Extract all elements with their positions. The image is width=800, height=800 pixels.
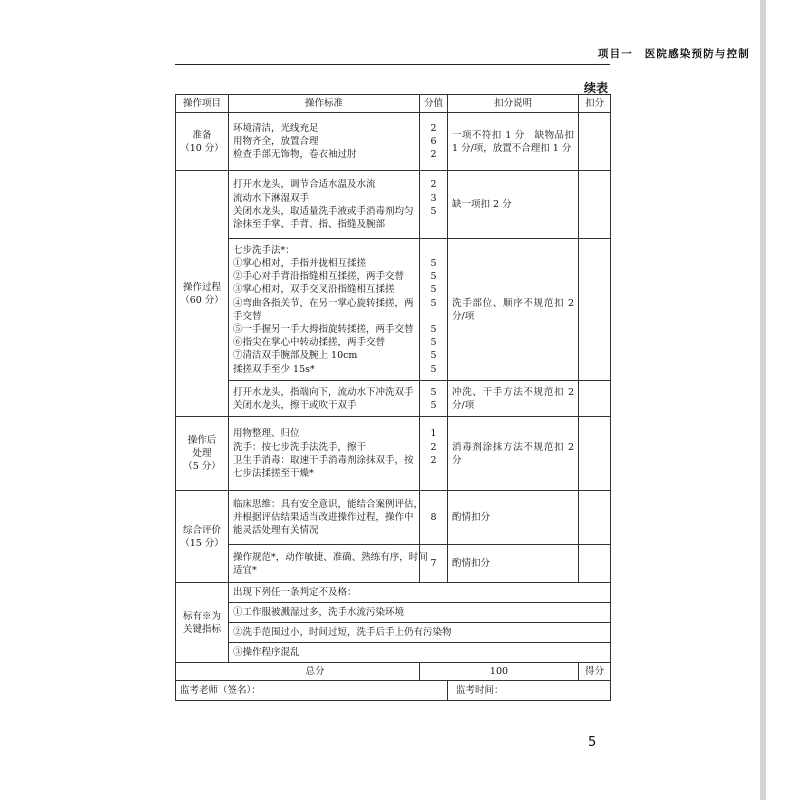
teacher-signature-field[interactable]: 监考老师（签名）： <box>176 681 448 701</box>
key-indicator-item: ②洗手范围过小，时间过短，洗手后手上仍有污染物 <box>229 623 611 643</box>
score-cell: 2 3 5 <box>420 171 448 239</box>
deduction-note-cell: 酌情扣分 <box>448 545 579 583</box>
page-number: 5 <box>588 735 597 750</box>
col-header-score: 分值 <box>420 95 448 113</box>
category-key-indicators: 标有※为 关键指标 <box>176 583 229 663</box>
deduction-note-cell: 缺一项扣 2 分 <box>448 171 579 239</box>
running-header: 项目一 医院感染预防与控制 <box>597 48 750 60</box>
score-cell: 2 6 2 <box>420 113 448 171</box>
deduction-cell <box>579 113 611 171</box>
table-continued-note: 续表 <box>583 81 608 95</box>
standard-cell: 环境清洁，光线充足 用物齐全，放置合理 检查手部无饰物，卷衣袖过肘 <box>229 113 420 171</box>
deduction-cell <box>579 491 611 545</box>
table-header-row <box>176 95 611 113</box>
standard-cell: 用物整理、归位 洗手：按七步洗手法洗手，擦干 卫生手消毒：取速干手消毒剂涂抹双手，按 七步法揉搓至干燥* <box>229 417 420 491</box>
key-indicator-item: ③操作程序混乱 <box>229 643 611 663</box>
key-indicator-intro: 出现下列任一条判定不及格： <box>229 583 611 603</box>
table-row <box>176 239 611 381</box>
deduction-cell <box>579 417 611 491</box>
header-rule <box>175 64 610 65</box>
standard-cell: 临床思维：具有安全意识，能结合案例评估， 并根据评估结果适当改进操作过程，操作中 能灵活处理有关情况 <box>229 491 420 545</box>
standard-cell: 打开水龙头，调节合适水温及水流 流动水下淋湿双手 关闭水龙头，取适量洗手液或手消毒剂均匀 涂抹至手掌、手背、指、指缝及腕部 <box>229 171 420 239</box>
page-edge-shadow <box>760 0 766 800</box>
table-row <box>176 491 611 545</box>
assessment-table <box>175 94 611 701</box>
score-cell: 1 2 2 <box>420 417 448 491</box>
deduction-note-cell: 冲洗、干手方法不规范扣 2 分/项 <box>448 381 579 417</box>
deduction-cell <box>579 171 611 239</box>
table-row <box>176 545 611 583</box>
score-cell: 8 <box>420 491 448 545</box>
score-label: 得分 <box>579 663 611 681</box>
table-row <box>176 417 611 491</box>
score-cell: 5 5 5 5 5 5 5 5 <box>420 239 448 381</box>
deduction-note-cell: 洗手部位、顺序不规范扣 2 分/项 <box>448 239 579 381</box>
table-row <box>176 171 611 239</box>
standard-cell: 打开水龙头，指端向下，流动水下冲洗双手 关闭水龙头，擦干或吹干双手 <box>229 381 420 417</box>
deduction-cell <box>579 239 611 381</box>
category-prep: 准备 （10 分） <box>176 113 229 171</box>
table-row <box>176 603 611 623</box>
deduction-cell <box>579 545 611 583</box>
key-indicator-item: ①工作服被溅湿过多，洗手水流污染环境 <box>229 603 611 623</box>
col-header-standard: 操作标准 <box>229 95 420 113</box>
category-after: 操作后 处理 （5 分） <box>176 417 229 491</box>
total-label: 总分 <box>176 663 420 681</box>
signature-row <box>176 681 611 701</box>
table-row <box>176 623 611 643</box>
score-cell: 5 5 <box>420 381 448 417</box>
total-value: 100 <box>420 663 579 681</box>
deduction-note-cell: 酌情扣分 <box>448 491 579 545</box>
table-row <box>176 583 611 603</box>
exam-time-field[interactable]: 监考时间： <box>448 681 611 701</box>
table-row <box>176 381 611 417</box>
table-row <box>176 643 611 663</box>
table-row <box>176 113 611 171</box>
deduction-note-cell: 一项不符扣 1 分 缺物品扣 1 分/项，放置不合理扣 1 分 <box>448 113 579 171</box>
col-header-item: 操作项目 <box>176 95 229 113</box>
score-cell: 7 <box>420 545 448 583</box>
standard-cell: 七步洗手法*： ①掌心相对，手指并拢相互揉搓 ②手心对手背沿指缝相互揉搓，两手交替 ③掌心相对，双手交叉沿指缝相互揉搓 ④弯曲各指关节，在另一掌心旋转揉搓，两 手交替 ⑤一手握另一手大拇指旋转揉搓，两手交替 ⑥指尖在掌心中转动揉搓，两手交替 ⑦清洁双手腕部及腕上 10cm 揉搓双手至少 15s* <box>229 239 420 381</box>
deduction-cell <box>579 381 611 417</box>
category-process: 操作过程 （60 分） <box>176 171 229 417</box>
total-row <box>176 663 611 681</box>
standard-cell: 操作规范*，动作敏捷、准确、熟练有序，时间 适宜* <box>229 545 420 583</box>
deduction-note-cell: 消毒剂涂抹方法不规范扣 2 分 <box>448 417 579 491</box>
col-header-deduction: 扣分 <box>579 95 611 113</box>
category-eval: 综合评价 （15 分） <box>176 491 229 583</box>
col-header-deduction-note: 扣分说明 <box>448 95 579 113</box>
